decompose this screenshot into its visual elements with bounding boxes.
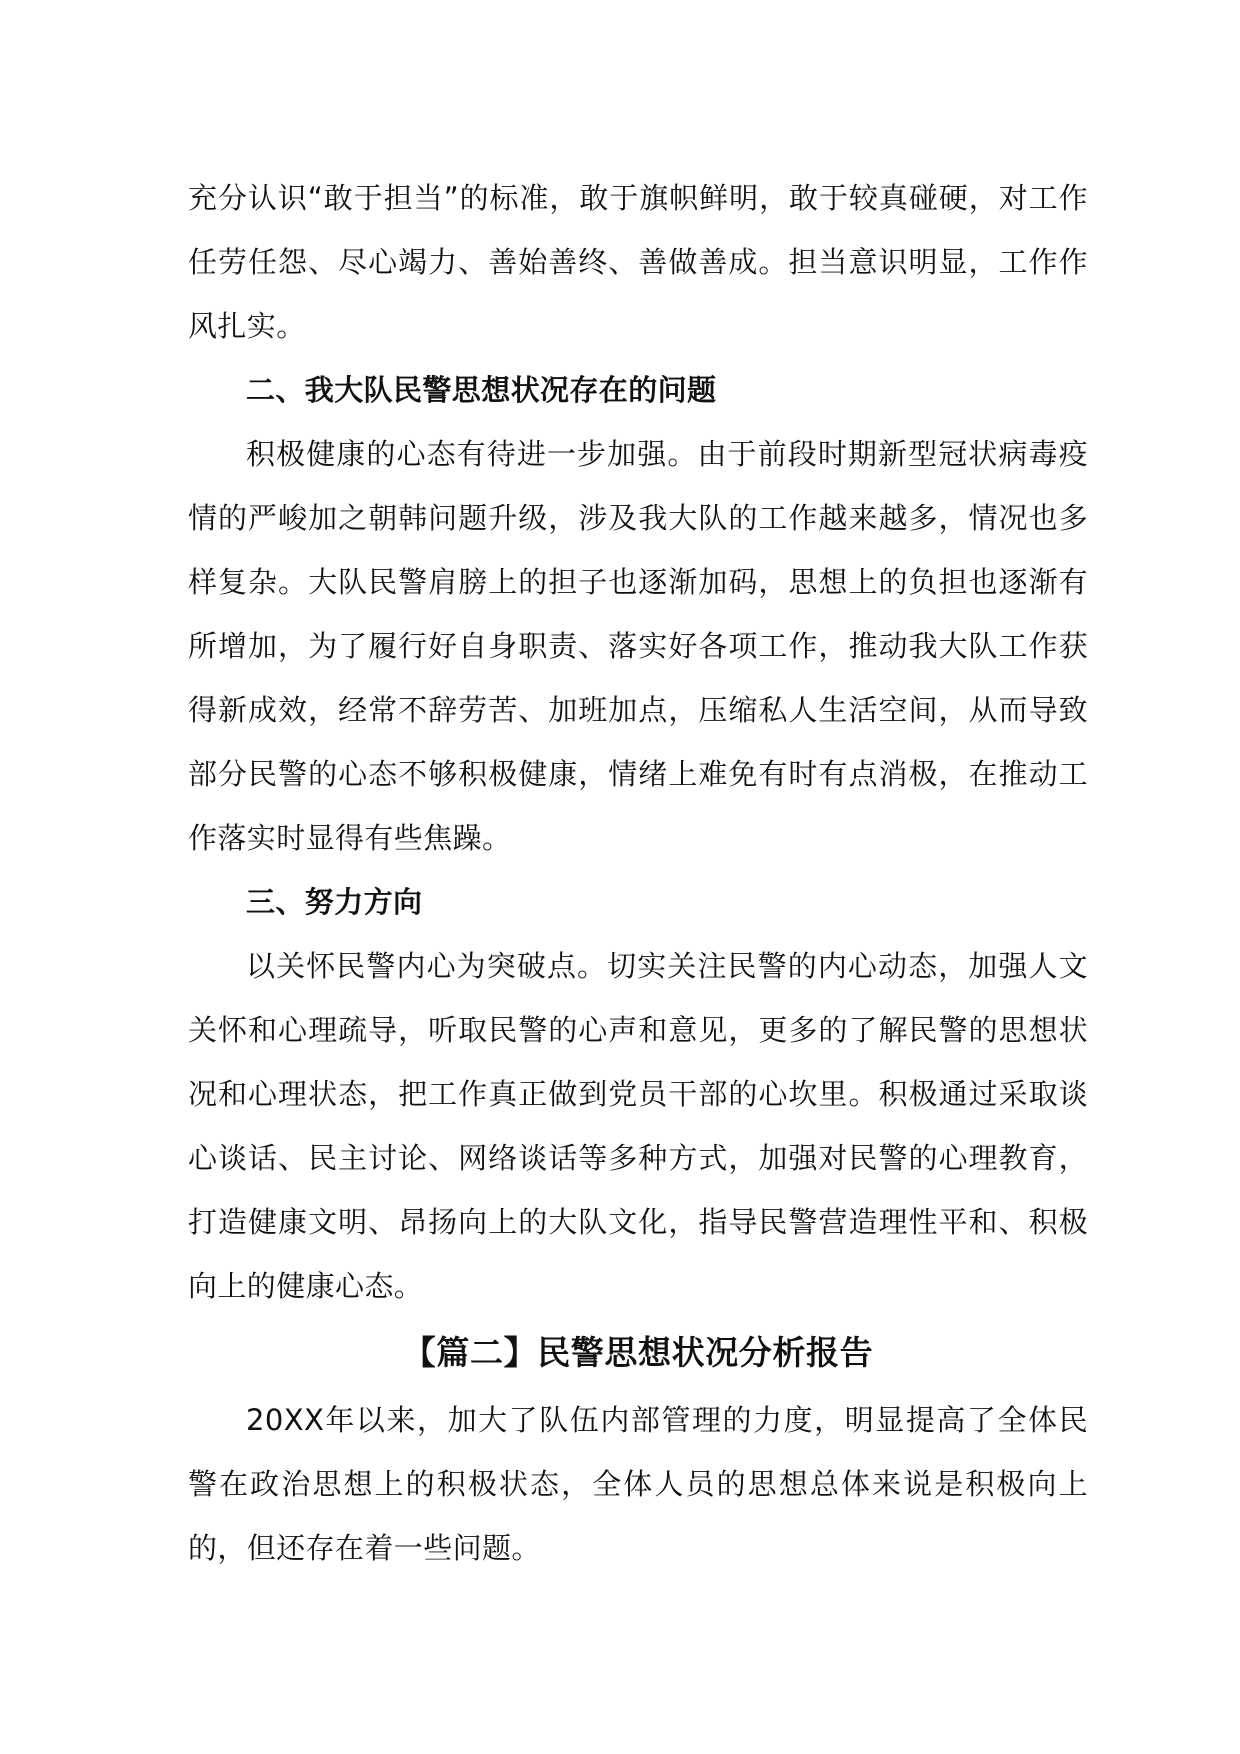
section-heading-direction: 三、努力方向 (246, 885, 423, 919)
paragraph-report-intro: 20XX年以来，加大了队伍内部管理的力度，明显提高了全体民警在政治思想上的积极状态，全体人员的思想总体来说是积极向上的，但还存在着一些问题。 (188, 1403, 1088, 1565)
document-body (188, 166, 1088, 1580)
section-heading-problems: 二、我大队民警思想状况存在的问题 (246, 373, 717, 407)
report-title: 【篇二】民警思想状况分析报告 (402, 1333, 874, 1372)
paragraph-continued: 充分认识“敢于担当”的标准，敢于旗帜鲜明，敢于较真碰硬，对工作任劳任怨、尽心竭力、善始善终、善做善成。担当意识明显，工作作风扎实。 (188, 181, 1088, 343)
paragraph-problems: 积极健康的心态有待进一步加强。由于前段时期新型冠状病毒疫情的严峻加之朝韩问题升级，涉及我大队的工作越来越多，情况也多样复杂。大队民警肩膀上的担子也逐渐加码，思想上的负担也逐渐有所增加，为了履行好自身职责、落实好各项工作，推动我大队工作获得新成效，经常不辞劳苦、加班加点，压缩私人生活空间，从而导致部分民警的心态不够积极健康，情绪上难免有时有点消极，在推动工作落实时显得有些焦躁。 (188, 437, 1088, 855)
paragraph-direction: 以关怀民警内心为突破点。切实关注民警的内心动态，加强人文关怀和心理疏导，听取民警的心声和意见，更多的了解民警的思想状况和心理状态，把工作真正做到党员干部的心坎里。积极通过采取谈心谈话、民主讨论、网络谈话等多种方式，加强对民警的心理教育，打造健康文明、昂扬向上的大队文化，指导民警营造理性平和、积极向上的健康心态。 (188, 949, 1088, 1303)
